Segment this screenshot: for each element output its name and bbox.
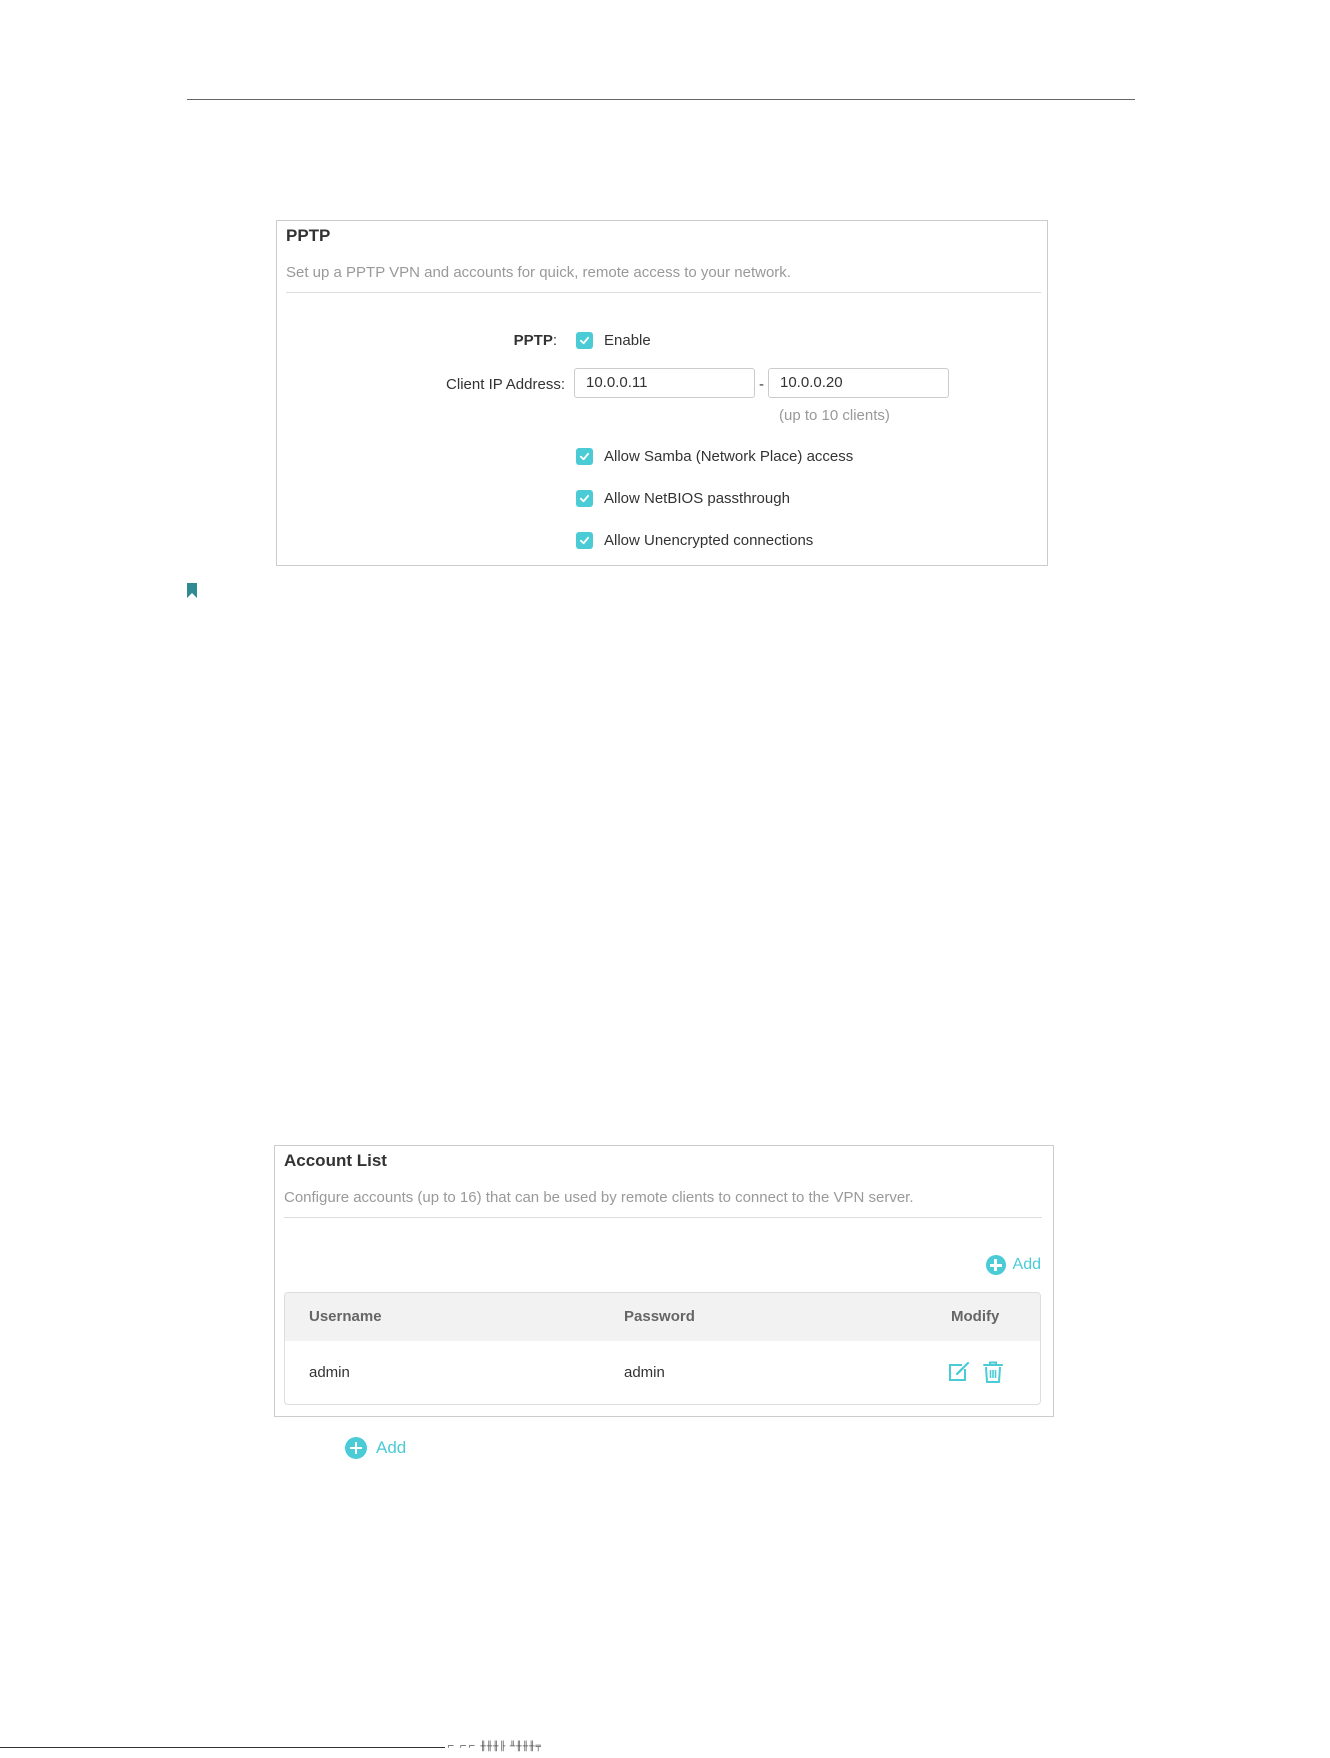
column-header-password: Password — [624, 1308, 695, 1325]
ip-range-hint: (up to 10 clients) — [779, 407, 890, 424]
trash-icon[interactable] — [982, 1361, 1004, 1383]
ip-range-separator: - — [759, 376, 764, 393]
panel-description: Set up a PPTP VPN and accounts for quick, remote access to your network. — [286, 264, 791, 281]
client-ip-label: Client IP Address: — [446, 376, 565, 393]
panel-title: PPTP — [286, 226, 331, 245]
panel-divider — [286, 292, 1041, 293]
netbios-passthrough-label: Allow NetBIOS passthrough — [604, 490, 790, 507]
check-icon — [579, 535, 590, 546]
check-icon — [579, 335, 590, 346]
column-header-modify: Modify — [951, 1308, 1000, 1325]
panel-divider — [284, 1217, 1042, 1218]
pptp-enable-checkbox[interactable] — [576, 332, 593, 349]
panel-title: Account List — [284, 1151, 387, 1170]
note-bookmark-icon — [187, 583, 197, 598]
check-icon — [579, 493, 590, 504]
netbios-passthrough-checkbox[interactable] — [576, 490, 593, 507]
add-account-button[interactable] — [986, 1255, 1041, 1275]
samba-access-label: Allow Samba (Network Place) access — [604, 448, 854, 465]
add-label: Add — [376, 1438, 407, 1457]
pptp-panel — [276, 220, 1048, 566]
pptp-field-label: PPTP: — [513, 332, 557, 349]
plus-circle-icon — [986, 1255, 1006, 1275]
add-label: Add — [1012, 1256, 1041, 1273]
plus-circle-icon — [345, 1437, 367, 1459]
column-header-username: Username — [309, 1308, 382, 1325]
ip-end-input[interactable]: 10.0.0.20 — [768, 368, 949, 398]
footer-rule — [0, 1747, 445, 1748]
samba-access-checkbox[interactable] — [576, 448, 593, 465]
unencrypted-connections-checkbox[interactable] — [576, 532, 593, 549]
account-list-panel — [274, 1145, 1054, 1417]
edit-icon[interactable] — [948, 1361, 970, 1383]
account-table — [284, 1292, 1041, 1405]
ip-start-input[interactable]: 10.0.0.11 — [574, 368, 755, 398]
table-header — [285, 1293, 1040, 1341]
cell-username: admin — [309, 1364, 350, 1381]
unencrypted-connections-label: Allow Unencrypted connections — [604, 532, 814, 549]
cell-password: admin — [624, 1364, 665, 1381]
panel-description: Configure accounts (up to 16) that can be used by remote clients to connect to the VPN server. — [284, 1189, 914, 1206]
add-button-reference[interactable] — [345, 1437, 406, 1459]
check-icon — [579, 451, 590, 462]
table-row — [285, 1341, 1040, 1404]
footer-marks: ⌐ ⌐⌐ ╫╫╫╟ ╨╫╫╫╤ — [447, 1742, 542, 1752]
enable-label: Enable — [604, 332, 651, 349]
page-header-rule — [187, 99, 1135, 100]
